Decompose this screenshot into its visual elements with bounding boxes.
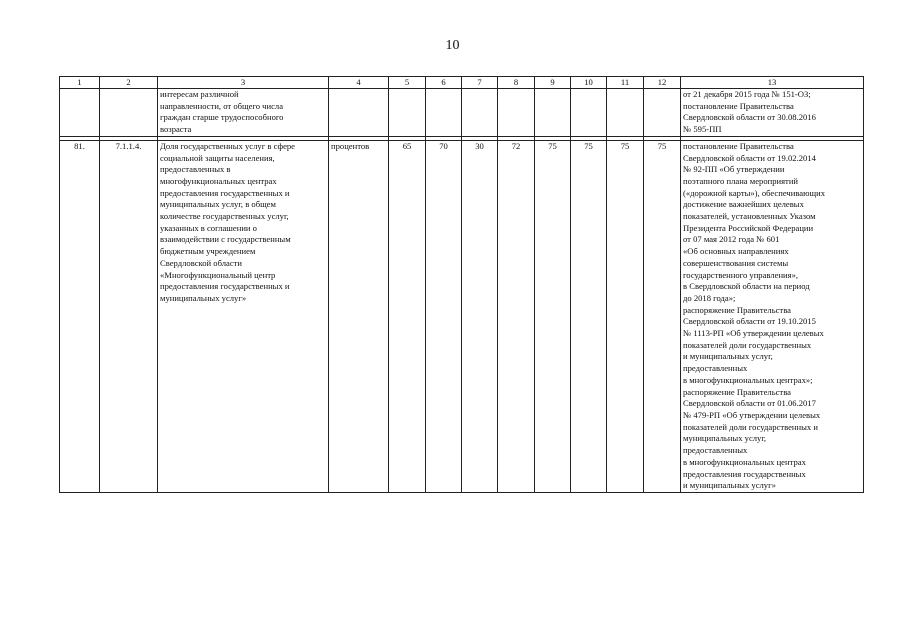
table-row xyxy=(60,140,864,492)
value-cell: 30 xyxy=(462,140,498,492)
header-cell: 8 xyxy=(498,77,535,89)
header-cell: 12 xyxy=(644,77,681,89)
header-cell: 9 xyxy=(535,77,571,89)
value-cell: 65 xyxy=(389,140,426,492)
header-cell: 10 xyxy=(571,77,607,89)
header-cell: 11 xyxy=(607,77,644,89)
header-cell: 5 xyxy=(389,77,426,89)
header-cell: 7 xyxy=(462,77,498,89)
header-cell: 1 xyxy=(60,77,100,89)
value-cell: 75 xyxy=(571,140,607,492)
page-number: 10 xyxy=(445,38,460,53)
header-cell: 13 xyxy=(681,77,864,89)
row-number: 81. xyxy=(60,140,100,492)
header-cell: 4 xyxy=(329,77,389,89)
source-document: постановление Правительства Свердловской области от 19.02.2014 № 92-ПП «Об утверждении поэтапного плана мероприятий («дорожной карты»), обеспечивающих достижение важнейших целевых показателей, установленных Указом Президента Российской Федерации от 07 мая 2012 года № 601 «Об основных направлениях совершенствования системы государственного управления», в Свердловской области на период до 2018 года»; распоряжение Правительства Свердловской области от 19.10.2015 № 1113-РП «Об утверждении целевых показателей доли государственных и муниципальных услуг, предоставленных в многофункциональных центрах»; распоряжение Правительства Свердловской области от 01.06.2017 № 479-РП «Об утверждении целевых показателей доли государственных и муниципальных услуг, предоставленных в многофункциональных центрах предоставления государственных и муниципальных услуг» xyxy=(681,140,864,492)
value-cell: 70 xyxy=(426,140,462,492)
indicators-table xyxy=(59,76,864,493)
indicator-code: 7.1.1.4. xyxy=(100,140,158,492)
continuation-row xyxy=(60,89,864,137)
value-cell: 75 xyxy=(607,140,644,492)
value-cell: 75 xyxy=(644,140,681,492)
value-cell: 75 xyxy=(535,140,571,492)
header-cell: 3 xyxy=(158,77,329,89)
cont-indicator-name: интересам различной направленности, от общего числа граждан старше трудоспособного возраста xyxy=(158,89,329,137)
unit: процентов xyxy=(329,140,389,492)
header-row xyxy=(60,77,864,89)
header-cell: 2 xyxy=(100,77,158,89)
indicator-name: Доля государственных услуг в сфере социальной защиты населения, предоставленных в многофункциональных центрах предоставления государственных и муниципальных услуг, в общем количестве государственных услуг, указанных в соглашении о взаимодействии с государственным бюджетным учреждением Свердловской области «Многофункциональный центр предоставления государственных и муниципальных услуг» xyxy=(158,140,329,492)
cont-source: от 21 декабря 2015 года № 151-ОЗ; постановление Правительства Свердловской области от 30.08.2016 № 595-ПП xyxy=(681,89,864,137)
header-cell: 6 xyxy=(426,77,462,89)
value-cell: 72 xyxy=(498,140,535,492)
